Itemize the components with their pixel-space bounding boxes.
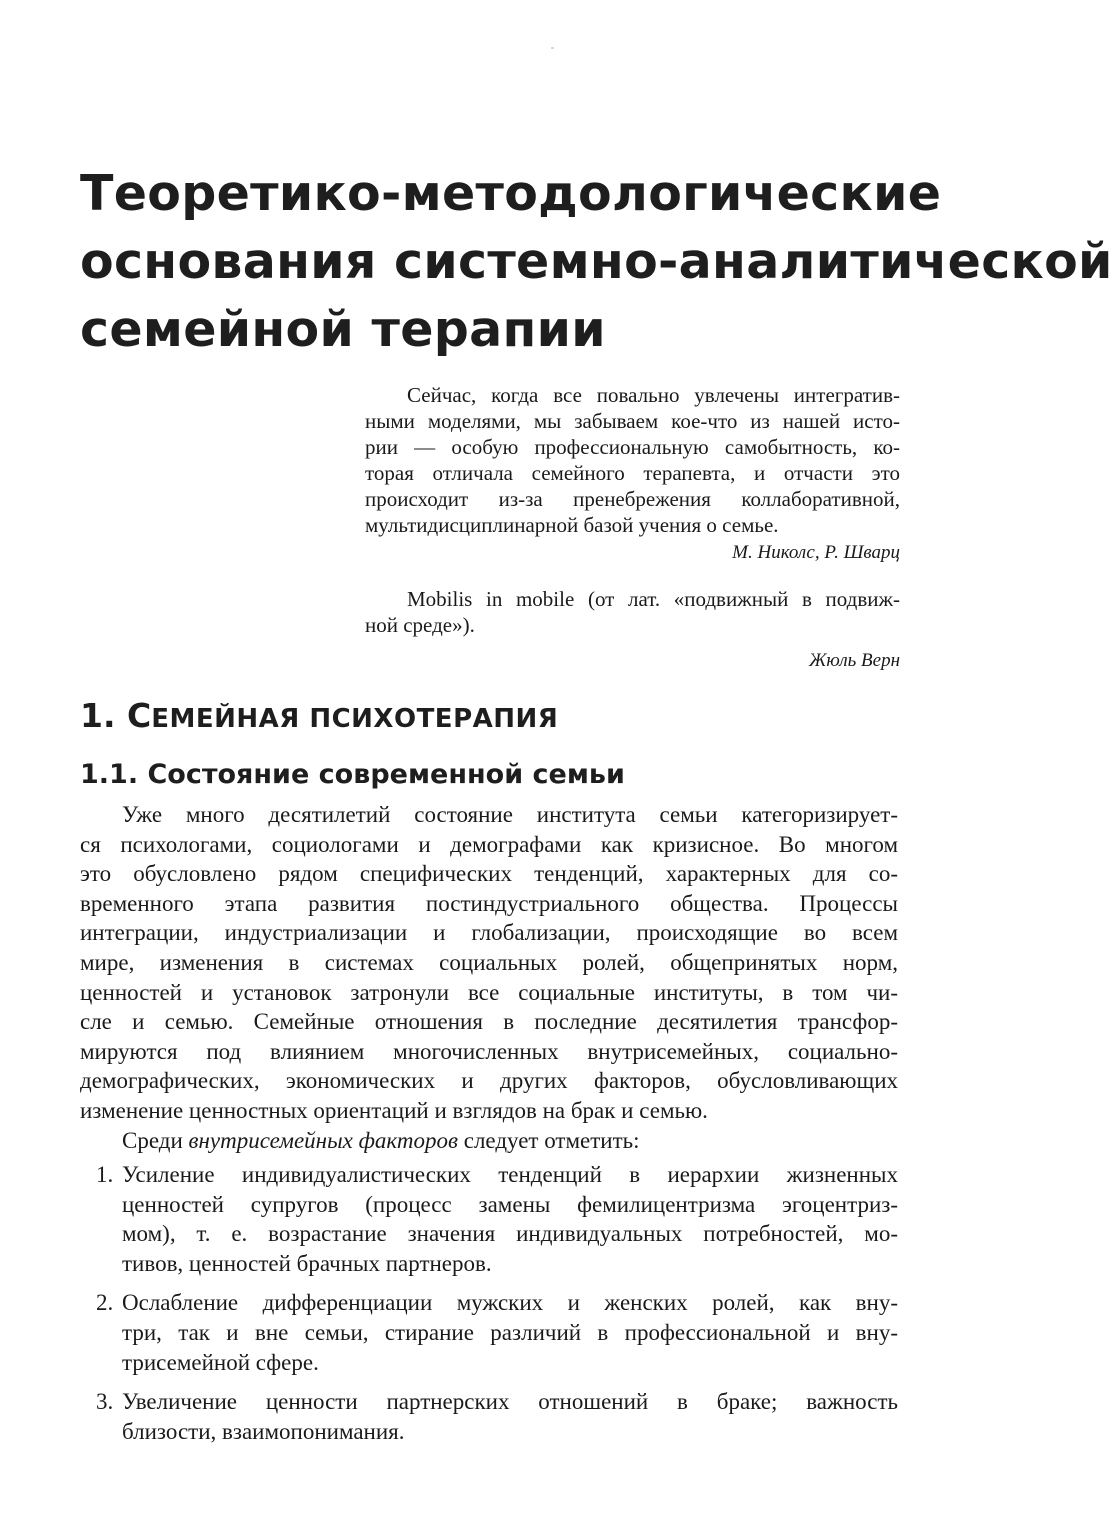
list-line: близости, взаимопонимания. [122,1418,405,1444]
list-line: Усиление индивидуалистических тенденций в иерархии жизненных [122,1162,898,1187]
text-line: мируются под влиянием многочисленных внутрисемейных, социально- [80,1038,898,1064]
text-run: следует отметить: [457,1128,640,1153]
list-line: Ослабление дифференциации мужских и женских ролей, как вну- [122,1290,898,1316]
text-run: Среди [122,1128,189,1153]
text-line: демографических, экономических и других факторов, обусловливающих [80,1068,898,1094]
text-line: изменение ценностных ориентаций и взглядов на брак и семью. [80,1097,708,1123]
list-item [80,1387,898,1446]
text-line: интеграции, индустриализации и глобализации, происходящие во всем [80,920,898,946]
list-line: трисемейной сфере. [122,1349,319,1375]
section-number: 1. [80,696,116,735]
text-line: временного этапа развития постиндустриального общества. Процессы [80,890,898,916]
list-line: тивов, ценностей брачных партнеров. [122,1250,492,1276]
text-line: Уже много десятилетий состояние института семьи категоризирует- [122,802,898,827]
list-number: 1. [96,1162,114,1187]
epigraph-line: ной среде»). [365,613,475,637]
section-heading [80,694,558,741]
epigraph-line: ными моделями, мы забываем кое-что из нашей исто- [365,409,900,433]
list-item [80,1288,898,1377]
list-line: Увеличение ценности партнерских отношений в браке; важность [122,1389,898,1415]
chapter-title-line: Теоретико-методологические [80,165,942,222]
emphasis-text: внутрисемейных факторов [188,1128,458,1153]
epigraph-2 [365,586,900,674]
epigraph-line: торая отличала семейного терапевта, и отчасти это [365,461,900,485]
paragraph-1 [80,800,898,1126]
epigraph-line: мультидисциплинарной базой учения о семье. [365,513,779,537]
list-line: мом), т. е. возрастание значения индивидуальных потребностей, мо- [122,1221,898,1247]
list-line: три, так и вне семьи, стирание различий в профессиональной и вну- [122,1319,898,1345]
scan-speck [551,47,554,49]
text-line: мире, изменения в системах социальных ролей, общепринятых норм, [80,949,898,975]
epigraph-author: Жюль Верн [809,650,900,671]
epigraph-1 [365,382,900,566]
list-number: 2. [96,1290,114,1316]
text-line: ся психологами, социологами и демографами как кризисное. Во многом [80,831,898,857]
section-title-rest: ЕМЕЙНАЯ ПСИХОТЕРАПИЯ [151,704,559,734]
epigraph-line: происходит из-за пренебрежения коллаборативной, [365,487,900,511]
text-line: сле и семью. Семейные отношения в последние десятилетия трансфор- [80,1009,898,1035]
chapter-title-line: семейной терапии [80,301,606,358]
text-line: это обусловлено рядом специфических тенденций, характерных для со- [80,861,898,887]
text-line [80,1126,898,1156]
factors-list [80,1160,898,1456]
list-item [80,1160,898,1278]
epigraph-line: Mobilis in mobile (от лат. «подвижный в подвиж- [407,587,900,611]
text-line: ценностей и установок затронули все социальные институты, в том чи- [80,979,898,1005]
list-line: ценностей супругов (процесс замены фемилицентризма эгоцентриз- [122,1191,898,1217]
chapter-title [80,160,1113,364]
epigraph-author: М. Николс, Р. Шварц [732,542,900,563]
list-number: 3. [96,1389,114,1415]
section-initial: С [127,696,152,735]
chapter-title-line: основания системно-аналитической [80,233,1113,290]
epigraph-line: Сейчас, когда все повально увлечены интегратив- [407,383,900,407]
paragraph-2 [80,1126,898,1156]
epigraph-line: рии — особую профессиональную самобытность, ко- [365,435,900,459]
subsection-heading: 1.1. Состояние современной семьи [80,759,625,790]
